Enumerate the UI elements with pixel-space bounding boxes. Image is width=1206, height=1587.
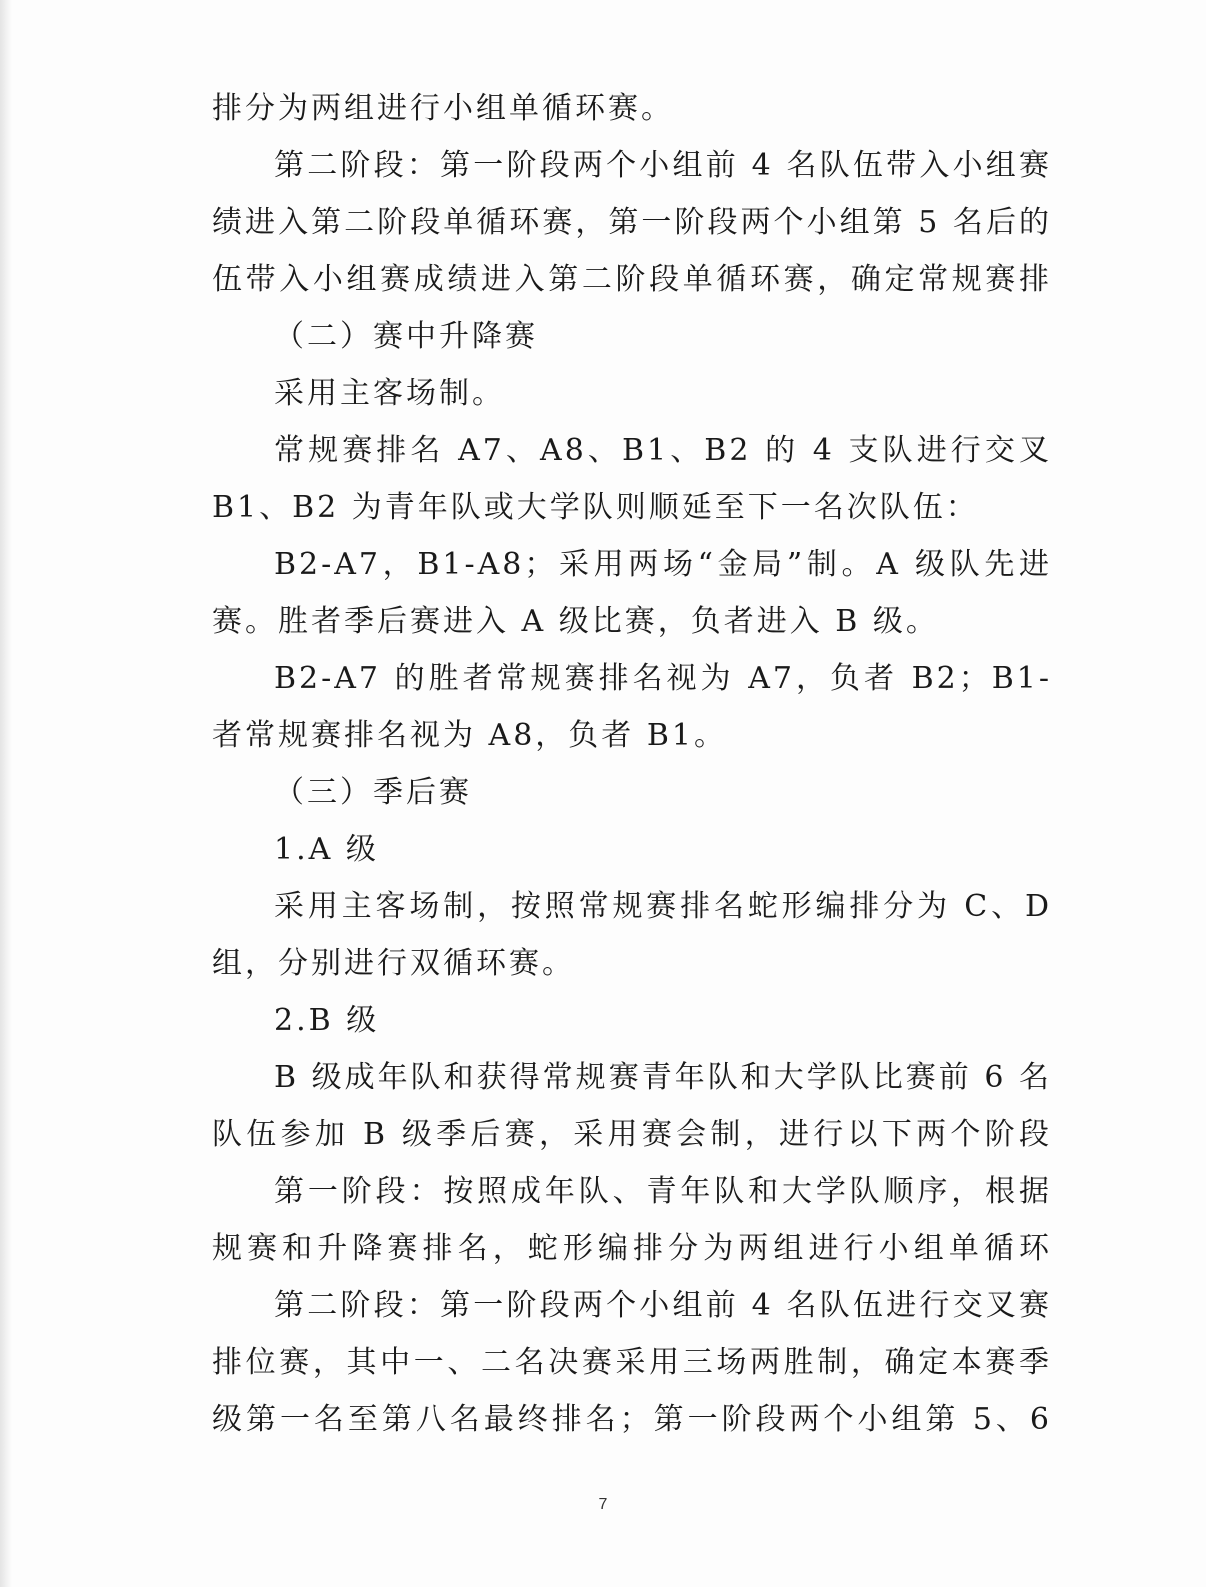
paragraph-line: 第一阶段：按照成年队、青年队和大学队顺序，根据 [274,1174,1052,1209]
scan-edge-shadow [0,0,12,1587]
subsection-heading: 2.B 级 [274,1003,380,1038]
section-heading: （二）赛中升降赛 [274,319,538,354]
paragraph-line: B2-A7，B1-A8；采用两场“金局”制。A 级队先进 [274,547,1052,582]
paragraph-line: 排位赛，其中一、二名决赛采用三场两胜制，确定本赛季 [212,1345,1052,1380]
paragraph-line: 赛。胜者季后赛进入 A 级比赛，负者进入 B 级。 [212,604,939,639]
section-heading: （三）季后赛 [274,775,472,810]
paragraph-line: 常规赛排名 A7、A8、B1、B2 的 4 支队进行交叉 [274,433,1052,468]
paragraph-line: 第二阶段：第一阶段两个小组前 4 名队伍进行交叉赛 [274,1288,1052,1323]
document-body [212,80,1052,1448]
paragraph-line: 采用主客场制，按照常规赛排名蛇形编排分为 C、D [274,889,1052,924]
paragraph-line: 绩进入第二阶段单循环赛，第一阶段两个小组第 5 名后的 [212,205,1052,240]
paragraph-line: B1、B2 为青年队或大学队则顺延至下一名次队伍： [212,490,979,525]
paragraph-line: 排分为两组进行小组单循环赛。 [212,91,674,126]
subsection-heading: 1.A 级 [274,832,379,867]
paragraph-line: 伍带入小组赛成绩进入第二阶段单循环赛，确定常规赛排 [212,262,1052,297]
paragraph-line: 队伍参加 B 级季后赛，采用赛会制，进行以下两个阶段 [212,1117,1052,1152]
paragraph-line: 规赛和升降赛排名，蛇形编排分为两组进行小组单循环 [212,1231,1052,1266]
paragraph-line: 者常规赛排名视为 A8，负者 B1。 [212,718,727,753]
paragraph-line: B2-A7 的胜者常规赛排名视为 A7，负者 B2；B1- [274,661,1052,696]
paragraph-line: 第二阶段：第一阶段两个小组前 4 名队伍带入小组赛 [274,148,1052,183]
paragraph-line: 采用主客场制。 [274,376,505,411]
paragraph-line: 级第一名至第八名最终排名；第一阶段两个小组第 5、6 [212,1402,1052,1437]
paragraph-line: B 级成年队和获得常规赛青年队和大学队比赛前 6 名 [274,1060,1052,1095]
page-number: 7 [598,1496,608,1513]
paragraph-line: 组，分别进行双循环赛。 [212,946,575,981]
